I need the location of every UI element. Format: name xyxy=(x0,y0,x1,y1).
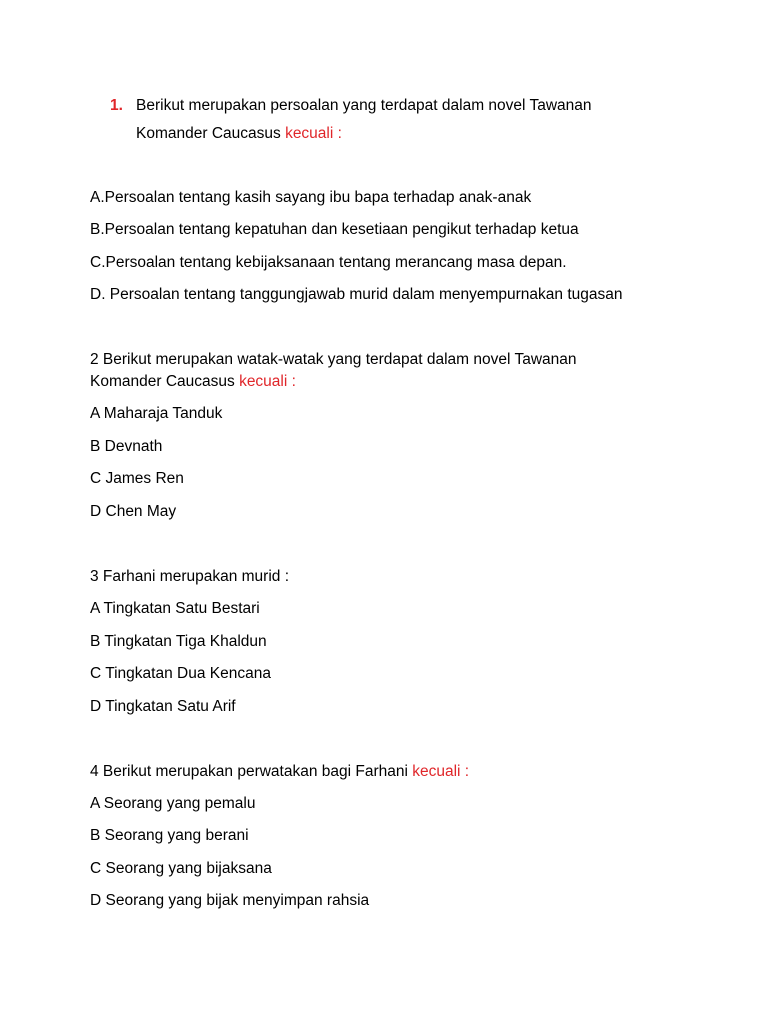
question-2-option-c: C James Ren xyxy=(90,470,184,487)
question-1-text: Berikut merupakan persoalan yang terdapat dalam novel Tawanan xyxy=(136,97,592,114)
question-1-number: 1. xyxy=(110,97,123,114)
question-2-highlight: kecuali : xyxy=(239,373,296,390)
question-4-highlight: kecuali : xyxy=(412,763,470,780)
question-1-text-cont: Komander Caucasus xyxy=(136,125,286,142)
question-2-stem-line1: 2 Berikut merupakan watak-watak yang terdapat dalam novel Tawanan xyxy=(90,351,577,368)
question-4-option-b: B Seorang yang berani xyxy=(90,827,249,844)
question-3-option-d: D Tingkatan Satu Arif xyxy=(90,698,236,715)
question-1-option-b: B.Persoalan tentang kepatuhan dan kesetiaan pengikut terhadap ketua xyxy=(90,221,579,238)
question-1-highlight: kecuali : xyxy=(285,125,342,142)
question-2-stem-line2 xyxy=(90,370,296,393)
question-3-option-a: A Tingkatan Satu Bestari xyxy=(90,600,260,617)
question-3-option-c: C Tingkatan Dua Kencana xyxy=(90,665,271,682)
question-3-stem: 3 Farhani merupakan murid : xyxy=(90,568,290,585)
question-2-text-cont: Komander Caucasus xyxy=(90,373,240,390)
question-2-option-d: D Chen May xyxy=(90,503,177,520)
question-4-option-d: D Seorang yang bijak menyimpan rahsia xyxy=(90,892,370,909)
question-2-option-b: B Devnath xyxy=(90,438,163,455)
question-1-stem-line1 xyxy=(110,94,592,117)
question-3-option-b: B Tingkatan Tiga Khaldun xyxy=(90,633,267,650)
question-1-option-c: C.Persoalan tentang kebijaksanaan tentang merancang masa depan. xyxy=(90,254,567,271)
question-4-option-c: C Seorang yang bijaksana xyxy=(90,860,272,877)
question-1-stem-line2 xyxy=(136,122,342,145)
question-4-text: 4 Berikut merupakan perwatakan bagi Farhani xyxy=(90,763,413,780)
question-1-option-d: D. Persoalan tentang tanggungjawab murid dalam menyempurnakan tugasan xyxy=(90,286,623,303)
question-4-stem xyxy=(90,760,469,783)
question-1-option-a: A.Persoalan tentang kasih sayang ibu bapa terhadap anak-anak xyxy=(90,189,532,206)
question-4-option-a: A Seorang yang pemalu xyxy=(90,795,256,812)
question-2-option-a: A Maharaja Tanduk xyxy=(90,405,223,422)
